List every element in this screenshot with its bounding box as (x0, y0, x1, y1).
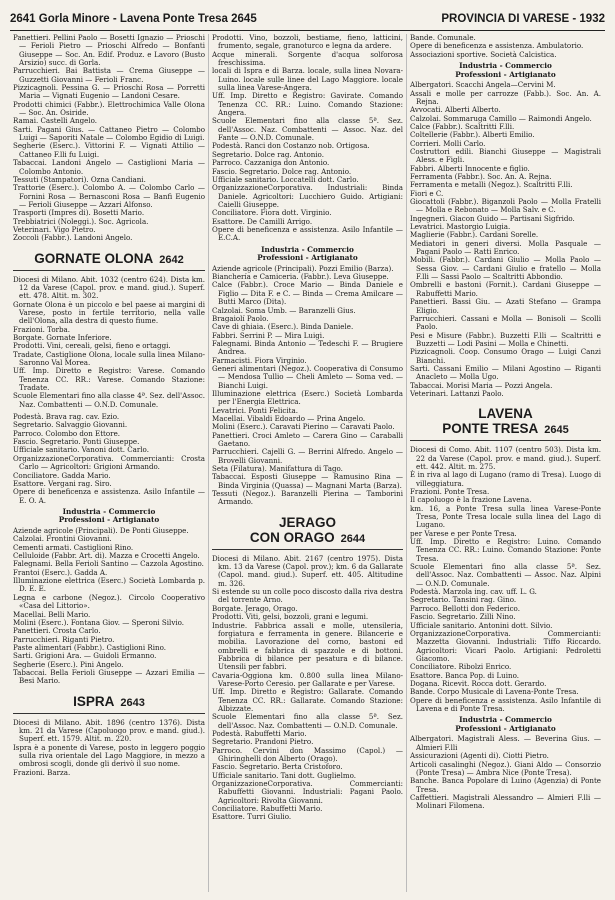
entry-line: Calzolai. Sommaruga Camillo — Raimondi Angelo. (410, 113, 592, 123)
entry-line: Prodotti. Vino, bozzoli, bestiame, fieno, latticini, frumento, segale, granoturco e legna da ardere. (212, 34, 403, 51)
entry-line: Pizzicagnoli. Pessina G. — Prioschi Rosa — Porretti Maria — Vignati Eugenio — Landoni Cesare. (13, 83, 205, 101)
col3-block-a (410, 34, 601, 59)
entry-line: Parroco. Cazzaniga don Antonio. (212, 158, 330, 168)
town-name-line2: CON ORAGO (249, 529, 335, 545)
entry-line: Calce (Fabbr.). Croce Mario — Binda Daniele e Figlio — Dita F. e C. — Binda — Crema Amilcare — Butti Marco (Dita). (212, 280, 403, 307)
entry-line: Tradate, Castiglione Olona, locale sulla linea Milano-Saronno Val Morea. (13, 349, 205, 368)
entry-line: Molini (Eserc.). Fontana Giov. — Speroni Silvio. (13, 617, 185, 627)
entry-line: Sarti. Grigioni Ara. — Guidoli Ermanno. (13, 651, 157, 661)
entry-line: Calzolai. Frontini Giovanni. (13, 534, 112, 544)
entry-line: Si estende su un colle poco discosto dalla riva destra del torrente Arno. (212, 587, 403, 605)
entry-line: Veterinari. Lattanzi Paolo. (410, 388, 504, 398)
entry-line: Fascio. Segretario. Dolce rag. Antonio. (212, 166, 352, 176)
town-name: GORNATE OLONA (34, 250, 154, 266)
entry-line: Falegnami. Binda Antonio — Tedeschi F. — Brugiere Andrea. (212, 338, 403, 357)
town-name-line1: JERAGO (278, 514, 336, 530)
entry-line: Associazioni sportive. Società Calcistica. (410, 49, 557, 59)
section-heading: Industria - Commercio Professioni - Artigianato (58, 506, 160, 525)
entry-line: Fabbri. Alberti Innocente e figlio. (410, 163, 530, 173)
entry-line: Uff. Imp. Diretto e Registro: Luino. Comando Tenenza CC. RR.: Luino. Comando Stazione: Ponte Tresa. (410, 537, 601, 563)
section-heading: Industria - Commercio Professioni - Artigianato (455, 715, 556, 733)
town-code: 2645 (544, 424, 569, 437)
entry-line: Podestà. Brava rag. cav. Ezio. (13, 412, 120, 422)
entry-line: Avvocati. Alberti Alberto. (410, 105, 501, 115)
entry-line: Dogana. Ricevit. Rocca dott. Gerardo. (410, 678, 547, 688)
entry-line: Caffettieri. Magistrali Alessandro — Almieri F.lli — Molinari Filomena. (410, 792, 601, 811)
entry-line: Parrucchieri. Riganti Pietro. (13, 634, 115, 644)
entry-line: Illuminazione elettrica (Eserc.) Società Lombarda p. D. E. E. (13, 576, 205, 594)
col1-block-a (13, 34, 205, 243)
entry-line: Diocesi di Milano. Abit. 2167 (centro 1975). Dista km. 13 da Varese (Capol. prov.); km. 6 da Gallarate (Capol. mand. giud.). Superf. ett. 405. Altitudine m. 326. (212, 553, 403, 588)
entry-line: Parroco. Cervini don Massimo (Capol.) — Ghiringhelli don Alberto (Orago). (212, 745, 403, 763)
entry-line: Trattorie (Eserc.). Colombo A. — Colombo Carlo — Fornini Rosa — Bernasconi Rosa — Banfi Eugenio — Ferioli Giuseppe — Azzari Alfonso. (13, 183, 205, 209)
entry-line: Corrieri. Molli Carlo. (410, 138, 486, 148)
entry-line: Banche. Banca Popolare di Luino (Agenzia) di Ponte Tresa. (410, 776, 601, 794)
entry-line: Mobili. (Fabbr.). Cardani Giulio — Molla Paolo — Sessa Giov. — Cardani Giulio e fratello — Molla F.lli — Sassi Paolo — Scaltritti Abbondio. (410, 255, 601, 282)
entry-line: Parrucchieri. Bai Battista — Crema Giuseppe — Guzzetti Giovanni — Ferioli Franc. (13, 66, 205, 84)
entry-line: Parroco. Bellotti don Federico. (410, 603, 520, 613)
entry-line: Esattore. De Camilli Arrigo. (212, 216, 313, 226)
town-name-line2: PONTE TRESA (442, 421, 539, 437)
entry-line: Ferramenta (Fabbr.). Soc. An. A. Rejna. (410, 172, 552, 181)
entry-line: Trasporti (Impres di). Bosetti Mario. (13, 208, 145, 218)
entry-line: Assali e molle per carrozze (Fabb.). Soc. An. A. Rejna. (410, 88, 601, 106)
entry-line: Esattore. Vergani rag. Siro. (13, 478, 112, 488)
town-code: 2644 (340, 532, 366, 545)
town-heading-ispra (13, 694, 205, 714)
entry-line: Aziende agricole (Principali). Pozzi Emilio (Barza). (212, 263, 394, 273)
entry-line: Uff. Imp. Diretto e Registro: Gavirate. Comando Tenenza CC. RR.: Luino. Comando Stazione: Angera. (212, 91, 403, 118)
entry-line: Fabbri. Serrini P. — Mira Luigi. (212, 330, 325, 340)
entry-line: Segretario. Tansini rag. Gino. (410, 595, 517, 605)
entry-line: Illuminazione elettrica (Eserc.) Società Lombarda per l'Energia Elettrica. (212, 388, 403, 407)
entry-line: Esattore. Banca Pop. di Luino. (410, 670, 519, 680)
entry-line: Ufficiale sanitario. Antonini dott. Silvio. (410, 620, 553, 630)
entry-line: Conciliatore. Rabuffetti Mario. (212, 804, 323, 814)
entry-line: Trebbiatrici (Noleggi.). Soc. Agricola. (13, 216, 149, 226)
entry-line: Levatrici. Ponti Felicita. (212, 405, 298, 415)
header-right: PROVINCIA DI VARESE - 1932 (441, 13, 605, 25)
entry-line: Celluloide (Fabbr. Art. di). Mazza e Crocetti Angelo. (13, 551, 200, 561)
entry-line: OrganizzazioneCorporativa. Industriali: Binda Daniele. Agricoltori: Lucchiero Guido. Artigiani: Caielli Giuseppe. (212, 183, 403, 209)
entry-line: Albergatori. Scacchi Angela—Cervini M. (410, 80, 556, 90)
entry-line: Borgate. Jerago, Orago. (212, 603, 298, 613)
entry-line: Veterinari. Vigo Pietro. (13, 224, 96, 234)
entry-line: Mediatori in generi diversi. Molla Pasquale — Pagani Paolo — Ratti Enrico. (410, 238, 601, 257)
entry-line: Tabaccai. Esposti Giuseppe — Ramusino Rina — Binda Virginia (Quassa) — Magnani Marta (Barza). (212, 472, 403, 490)
entry-line: Ombrelli e bastoni (Fornit.). Cardani Giuseppe — Rabuffetti Mario. (410, 280, 601, 298)
entry-line: Articoli casalinghi (Negoz.). Giani Aldo — Consorzio (Ponte Tresa) — Ambra Nice (Ponte Tresa). (410, 759, 601, 777)
entry-line: Cave di ghiaia. (Eserc.). Binda Daniele. (212, 322, 354, 332)
entry-line: Levatrici. Mastorgio Luigia. (410, 222, 511, 232)
entry-line: Tabaccai. Morisi Maria — Pozzi Angela. (410, 380, 553, 390)
col3-block-b (410, 81, 601, 398)
entry-line: Il capoluogo è la frazione Lavena. (410, 495, 532, 505)
entry-line: Aziende agricole (Principali). De Ponti Giuseppe. (13, 526, 189, 536)
entry-line: È in riva al lago di Lugano (ramo di Tresa). Luogo di villeggiatura. (410, 470, 601, 488)
entry-line: Frantoi (Eserc.). Gadda A. (13, 567, 108, 577)
town-code: 2643 (120, 696, 145, 709)
column-3 (406, 34, 604, 892)
entry-line: Assicurazioni (Agenti di). Ciotti Pietro. (410, 751, 549, 761)
columns (10, 34, 605, 892)
entry-line: Frazioni. Ponte Tresa. (410, 487, 490, 496)
col2-block-b (212, 265, 403, 507)
entry-line: Fascio. Segretario. Berta Cristoforo. (212, 762, 343, 772)
entry-line: km. 16, a Ponte Tresa sulla linea Varese-Ponte Tresa, Ponte Tresa locale sulla linea del Lago di Lugano. (410, 503, 601, 530)
page-header (10, 8, 605, 31)
entry-line: Conciliatore. Ribolzi Enrico. (410, 662, 512, 672)
entry-line: Parroco. Colombo don Ettore. (13, 428, 121, 438)
entry-line: Diocesi di Milano. Abit. 1896 (centro 1376). Dista km. 21 da Varese (Capoluogo prov. e mand. giud.). Superf. ett. 1579. Altit. m. 220. (13, 717, 205, 744)
entry-line: OrganizzazioneCorporativa. Commercianti: Mazzetta Giovanni. Industriali: Tiffo Riccardo. Agricoltori: Vicari Paolo. Artigiani: Pedroletti Giacomo. (410, 628, 601, 663)
col2-block-c (212, 555, 403, 822)
town-code: 2642 (159, 253, 184, 266)
entry-line: Bande. Comunale. (410, 34, 476, 42)
entry-line: Tessuti (Stampatori). Ozna Candiani. (13, 174, 146, 184)
entry-line: per Varese e per Ponte Tresa. (410, 528, 517, 538)
entry-line: Segretario. Dolce rag. Antonio. (212, 149, 324, 159)
entry-line: Pizzicagnoli. Coop. Consumo Orago — Luigi Canzi Bianchi. (410, 347, 601, 365)
entry-line: Ferramenta e metalli (Negoz.). Scaltritti F.lli. (410, 180, 573, 190)
entry-line: Opere di beneficenza e assistenza. Asilo Infantile di Lavena e di Ponte Tresa. (410, 695, 601, 713)
entry-line: Farmacisti. Fiora Virginio. (212, 355, 307, 365)
entry-line: Prodotti chimici (Fabbr.). Elettrochimica Valle Olona — Soc. An. Osiride. (13, 99, 205, 118)
entry-line: Coltellerie (Fabbr.). Alberti Emilio. (410, 130, 535, 140)
entry-line: Panettieri. Croci Amleto — Carera Gino — Caraballi Gaetano. (212, 430, 403, 448)
entry-line: Uff. Imp. Diretto e Registro: Gallarate. Comando Tenenza CC. RR.: Gallarate. Comando Stazione: Albizzate. (212, 687, 403, 713)
entry-line: Ingegneri. Giacon Guido — Partisani Sigfrido. (410, 213, 575, 223)
entry-line: Sarti. Pagani Gius. — Cattaneo Pietro — Colombo Luigi — Saporiti Natale — Colombo Egidio di Luigi. (13, 124, 205, 143)
col1-block-d (13, 527, 205, 686)
entry-line: Falegnami. Bella Ferioli Santino — Cazzola Agostino. (13, 559, 204, 569)
entry-line: Podestà. Ranci don Costanzo nob. Ortigosa. (212, 141, 370, 151)
entry-line: Borgate. Gornate Inferiore. (13, 333, 112, 342)
entry-line: Legna e carbone (Negoz.). Circolo Cooperativo «Casa del Littorio». (13, 592, 205, 611)
entry-line: Scuole Elementari fino alla classe 5ª. Sez. dell'Assoc. Naz. Combattenti — Assoc. Naz. del Fante — O.N.D. Comunale. (212, 116, 403, 143)
town-name-line1: LAVENA (478, 406, 533, 422)
entry-line: Calzolai. Soma Umb. — Baranzelli Gius. (212, 305, 356, 315)
entry-line: Diocesi di Como. Abit. 1107 (centro 503). Dista km. 22 da Varese (Capol. prov. e mand. giud.). Superf. ett. 442. Altit. m. 275. (410, 445, 601, 471)
entry-line: Macellai. Vibaldi Edoardo — Prina Angelo. (212, 413, 366, 423)
entry-line: Segherie (Eserc.). Vittorini F. — Vignati Attilio — Cattaneo F.lli fu Luigi. (13, 141, 205, 159)
entry-line: OrganizzazioneCorporativa. Commercianti: Rabuffetti Giovanni. Industriali: Pagani Paolo. Agricoltori: Rivolta Giovanni. (212, 779, 403, 805)
entry-line: Maglierie (Fabbr.). Cardani Sorelle. (410, 230, 539, 240)
entry-line: Scuole Elementari fino alla classe 5ª. Sez. dell'Assoc. Naz. Combattenti — Assoc. Naz. Alpini — O.N.D. Comunale. (410, 562, 601, 588)
entry-line: Prodotti. Viti, gelsi, bozzoli, grani e legumi. (212, 612, 369, 622)
entry-line: Panettieri. Crosta Carlo. (13, 626, 101, 636)
entry-line: Tabaccai. Landoni Angelo — Castiglioni Maria — Colombo Antonio. (13, 158, 205, 176)
entry-line: Frazioni. Torba. (13, 324, 71, 334)
entry-line: Paste alimentari (Fabbr.). Castiglioni Rino. (13, 642, 166, 652)
entry-line: Ramai. Castelli Angelo. (13, 116, 97, 126)
entry-line: Segretario. Salvaggio Giovanni. (13, 420, 128, 430)
entry-line: Bande. Corpo Musicale di Lavena-Ponte Tresa. (410, 687, 579, 697)
entry-line: Conciliatore. Fiora dott. Virginio. (212, 208, 332, 218)
entry-line: Parrucchieri. Cajelli G. — Berrini Alfredo. Angelo — Brovelli Giovanni. (212, 447, 403, 465)
section-heading: Industria - Commercio Professioni - Artigianato (257, 244, 358, 263)
entry-line: Cementi armati. Castiglioni Rino. (13, 542, 134, 552)
entry-line: Fiori e C. (410, 188, 444, 198)
entry-line: Panettieri. Bassi Giu. — Azati Stefano — Grampa Eligio. (410, 297, 601, 315)
entry-line: Bianchería e Camiceria. (Fabbr.). Leva Giuseppe. (212, 272, 389, 282)
entry-line: Opere di beneficenza e assistenza. Asilo Infantile — E. O. A. (13, 487, 205, 505)
entry-line: Zoccoli (Fabbr.). Landoni Angelo. (13, 233, 133, 243)
entry-line: Fascio. Segretario. Ponti Giuseppe. (13, 437, 140, 447)
entry-line: Conciliatore. Gadda Mario. (13, 470, 111, 480)
entry-line: Sarti. Cassani Emilio — Milani Agostino — Riganti Anacleto — Molla Ugo. (410, 363, 601, 382)
entry-line: Frazioni. Barza. (13, 767, 71, 777)
entry-line: Seta (Filatura). Manifattura di Tago. (212, 464, 343, 474)
entry-line: Ispra è a ponente di Varese, posto in leggero poggio sulla riva orientale del Lago Maggiore, in mezzo a ombrosi scogli, donde gli derivò il suo nome. (13, 742, 205, 769)
col1-block-c (13, 413, 205, 505)
entry-line: Segretario. Prandoni Pietro. (212, 737, 314, 747)
entry-line: Podestà. Rabuffetti Mario. (212, 728, 307, 738)
entry-line: Podestà. Marzola ing. cav. uff. L. G. (410, 587, 537, 597)
entry-line: Cavaria-Oggiona km. 0.800 sulla linea Milano-Varese-Porto Ceresio. per Gallarate e per Varese. (212, 670, 403, 688)
entry-line: Giocattoli (Fabbr.). Biganzoli Paolo — Molla Fratelli — Molla e Rebonato — Molla Salv. e C. (410, 197, 601, 215)
entry-line: Scuole Elementari fino alla classe 5ª. Sez. dell'Assoc. Naz. Combattenti — O.N.D. Comunale. (212, 712, 403, 730)
entry-line: Uff. Imp. Diretto e Registro: Varese. Comando Tenenza CC. RR.: Varese. Comando Stazione: Tradate. (13, 366, 205, 393)
town-heading-jerago (212, 515, 403, 550)
entry-line: Macellai. Belli Mario. (13, 609, 91, 619)
entry-line: Pesi e Misure (Fabbr.). Buzzetti F.lli — Scaltritti e Buzzetti — Lodi Pasini — Molla e Chinetti. (410, 330, 601, 348)
entry-line: Bragaiolí Paolo. (212, 313, 269, 323)
header-left: 2641 Gorla Minore - Lavena Ponte Tresa 2645 (10, 13, 257, 25)
section-heading: Industria - Commercio Professioni - Artigianato (455, 61, 556, 79)
col1-block-e (13, 719, 205, 777)
entry-line: Generi alimentari (Negoz.). Cooperativa di Consumo — Mendosa Tullio — Cheli Amleto — Soma ved. — Bianchi Luigi. (212, 363, 403, 390)
col2-block-a (212, 34, 403, 243)
entry-line: OrganizzazioneCorporativa. Commercianti: Crosta Carlo — Agricoltori: Grigioni Armando. (13, 453, 205, 472)
column-1 (10, 34, 208, 892)
entry-line: locali di Ispra e di Barza. locale, sulla linea Novara-Luino. locale sulle linee del Lago Maggiore. locale sulla linea Varese-Angera. (212, 66, 403, 93)
entry-line: Albergatori. Magistrali Aless. — Beverina Gius. — Almieri F.lli (410, 734, 601, 752)
entry-line: Segherie (Eserc.). Pini Angelo. (13, 659, 124, 669)
entry-line: Parrucchieri. Cassani e Molla — Bonisoli — Scolli Paolo. (410, 313, 601, 332)
entry-line: Ufficiale sanitario. Tani dott. Guglielmo. (212, 770, 357, 780)
entry-line: Molini (Eserc.). Caravati Pierino — Caravati Paolo. (212, 422, 395, 432)
entry-line: Ufficiale sanitario. Vanoni dott. Carlo. (13, 445, 149, 455)
town-name: ISPRA (73, 693, 115, 709)
entry-line: Acque minerali. Sorgente d'acqua solforosa freschissima. (212, 49, 403, 68)
entry-line: Tabaccai. Bella Ferioli Giuseppe — Azzari Emilia — Besi Mario. (13, 667, 205, 686)
entry-line: Scuole Elementari fino alla classe 4ª. Sez. dell'Assoc. Naz. Combattenti — O.N.D. Comunale. (13, 391, 205, 409)
town-heading-gornate-olona (13, 251, 205, 271)
entry-line: Ufficiale sanitario. Loccatelli dott. Carlo. (212, 174, 359, 184)
entry-line: Panettieri. Pellini Paolo — Bosetti Ignazio — Prioschi — Ferioli Pietro — Prioschi Alfredo — Bonfanti Giuseppe — Soc. An. Edif. Produz. e Lavoro (Busto Arsizio) succ. di Gorla. (13, 34, 205, 68)
entry-line: Esattore. Turri Giulio. (212, 812, 292, 822)
entry-line: Fascio. Segretario. Zilli Nino. (410, 612, 516, 622)
entry-line: Opere di beneficenza e assistenza. Asilo Infantile — E.C.A. (212, 224, 403, 243)
entry-line: Diocesi di Milano. Abit. 1032 (centro 624). Dista km. 12 da Varese (Capol. prov. e mand. giud.). Superf. ett. 478. Altit. m. 302. (13, 274, 205, 301)
entry-line: Opere di beneficenza e assistenza. Ambulatorio. (410, 41, 584, 51)
column-2 (208, 34, 406, 892)
entry-line: Calce (Fabbr.). Scaltritti F.lli. (410, 121, 515, 131)
entry-line: Prodotti. Vini, cereali, gelsi, fieno e ortaggi. (13, 341, 171, 351)
col1-block-b (13, 276, 205, 410)
col3-block-d (410, 735, 601, 810)
entry-line: Tessuti (Negoz.). Baranzelli Pierina — Tamborini Armando. (212, 489, 403, 507)
entry-line: Industrie. Fabbrica assali e molle, utensileria, forgiatura e ferramenta in genere. Bilancerie e mobilia. Lavorazione del corno, bastoni ed ombrelli e fabbrica di spazzole e di bottoni. Fabbrica di bilance per pesatura e di bilance. Utensili per fabbri. (212, 620, 403, 672)
entry-line: Gornate Olona è un piccolo e bel paese ai margini di Varese, posto in fertile territorio, nella valle dell'Olona, alla destra di questo fiume. (13, 299, 205, 326)
entry-line: Costruttori edili. Bianchi Giuseppe — Magistrali Aless. e Figli. (410, 146, 601, 165)
town-heading-lavena (410, 406, 601, 441)
col3-block-c (410, 446, 601, 713)
